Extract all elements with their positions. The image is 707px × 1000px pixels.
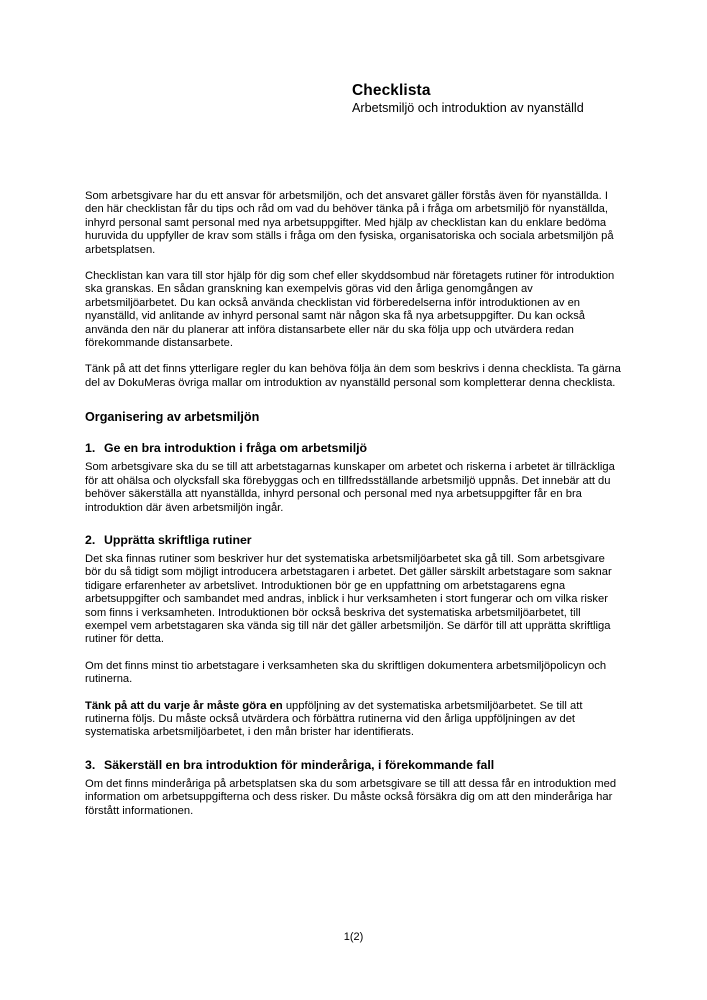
page-number: 1(2) xyxy=(343,931,364,943)
checklist-item-2-paragraph-1: Det ska finnas rutiner som beskriver hur det systematiska arbetsmiljöarbetet ska gå till. Som arbetsgivare bör du så tidigt som möjligt introducera arbetstagaren i arbetet. Det gäller särskilt arbetstagare som saknar tidigare erfarenheter av arbetslivet. Introduktionen bör ge en uppfattning om arbetstagarens egna arbetsuppgifter och sambandet med andras, inblick i hur verksamheten i stort fungerar och om vilka risker som finns i verksamheten. Introduktionen bör också beskriva det systematiska arbetsmiljöarbetet, till exempel vem arbetstagaren ska vända sig till när det gäller arbetsmiljön. Se därför till att upprätta skriftliga rutiner för detta. xyxy=(85,552,612,646)
checklist-item-3-number: 3. xyxy=(85,757,96,772)
checklist-item-2-number: 2. xyxy=(85,532,96,547)
page-footer xyxy=(0,930,707,944)
intro-paragraph-1: Som arbetsgivare har du ett ansvar för arbetsmiljön, och det ansvaret gäller förstås även för nyanställda. I den här checklistan får du tips och råd om vad du behöver tänka på i fråga om arbetsmiljö för nyanställda, inhyrd personal samt personal med nya arbetsuppgifter. Med hjälp av checklistan kan du enklare bedöma huruvida du uppfyller de krav som ställs i fråga om den fysiska, organisatoriska och sociala arbetsmiljön på arbetsplatsen. xyxy=(85,190,614,256)
checklist-item-1 xyxy=(85,441,621,515)
document-subtitle: Arbetsmiljö och introduktion av nyanställd xyxy=(352,101,584,115)
checklist-item-3 xyxy=(85,758,621,818)
document-body xyxy=(85,190,621,818)
checklist-item-2-emphasis-rest: uppföljning av det systematiska arbetsmiljöarbetet. Se till att rutinerna följs. Du måste också utvärdera och förbättra rutinerna vid den årliga uppföljningen av det systematiska arbetsmiljöarbetet, i den mån brister har identifierats. xyxy=(85,699,583,739)
checklist-item-1-title: Ge en bra introduktion i fråga om arbetsmiljö xyxy=(104,441,368,456)
checklist-item-1-paragraph-1: Som arbetsgivare ska du se till att arbetstagarnas kunskaper om arbetet och riskerna i arbetet är tillräckliga för att ohälsa och olycksfall ska förebyggas och en tillfredsställande arbetsmiljö uppnås. Det innebär att du behöver säkerställa att nyanställda, inhyrd personal och personal med nya arbetsuppgifter får en bra introduktion där även arbetsmiljön ingår. xyxy=(85,461,615,514)
document-title: Checklista xyxy=(352,82,431,99)
checklist-item-3-heading xyxy=(85,758,621,773)
intro-paragraph-2: Checklistan kan vara till stor hjälp för dig som chef eller skyddsombud när företagets rutiner för introduktion ska granskas. En sådan granskning kan exempelvis göras vid den årliga genomgången av arbetsmiljöarbetet. Du kan också använda checklistan vid förberedelserna inför introduktionen av en nyanställd, vid anlitande av inhyrd personal samt när någon ska få nya arbetsuppgifter. Du kan också använda den när du planerar att införa distansarbete eller när du ska följa upp och utvärdera redan förekommande distansarbete. xyxy=(85,270,615,350)
document-header xyxy=(352,82,632,117)
checklist-item-2-title: Upprätta skriftliga rutiner xyxy=(104,532,252,547)
checklist-item-2-heading xyxy=(85,533,621,548)
checklist-item-1-number: 1. xyxy=(85,441,96,456)
section-heading-organisering: Organisering av arbetsmiljön xyxy=(85,410,260,425)
checklist-item-1-heading xyxy=(85,441,621,456)
checklist-item-2-emphasis-lead: Tänk på att du varje år måste göra en xyxy=(85,699,283,712)
checklist-item-2 xyxy=(85,533,621,740)
intro-paragraph-3: Tänk på att det finns ytterligare regler du kan behöva följa än dem som beskrivs i denna checklista. Ta gärna del av DokuMeras övriga mallar om introduktion av nyanställd personal som kompletterar denna checklista. xyxy=(85,363,621,389)
checklist-item-3-title: Säkerställ en bra introduktion för minderåriga, i förekommande fall xyxy=(104,757,495,772)
checklist-item-3-paragraph-1: Om det finns minderåriga på arbetsplatsen ska du som arbetsgivare se till att dessa får en introduktion med information om arbetsuppgifterna och dess risker. Du måste också försäkra dig om att den minderåriga har förstått informationen. xyxy=(85,777,617,817)
checklist-item-2-emphasis-paragraph xyxy=(85,700,621,740)
checklist-item-2-paragraph-2: Om det finns minst tio arbetstagare i verksamheten ska du skriftligen dokumentera arbetsmiljöpolicyn och rutinerna. xyxy=(85,659,607,686)
